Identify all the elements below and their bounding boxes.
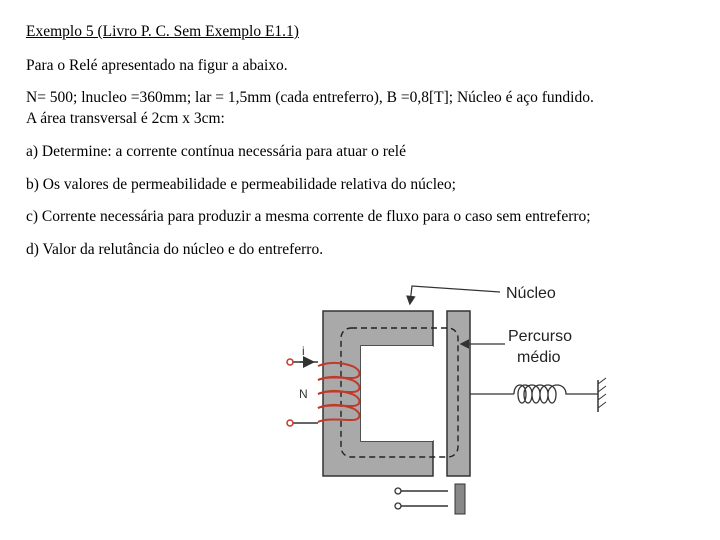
- turns-label: N: [299, 387, 308, 401]
- core-window: [361, 346, 433, 441]
- question-d: d) Valor da relutância do núcleo e do entreferro.: [26, 241, 324, 258]
- question-a: a) Determine: a corrente contínua necessária para atuar o relé: [26, 143, 406, 160]
- terminal-bottom: [287, 420, 293, 426]
- armature-bar: [447, 311, 470, 476]
- core-pointer: [410, 286, 500, 303]
- contact-terminal-upper: [395, 488, 401, 494]
- ground-hatch: [598, 378, 606, 408]
- question-b: b) Os valores de permeabilidade e permeabilidade relativa do núcleo;: [26, 176, 456, 193]
- path-label-1: Percurso: [508, 328, 573, 345]
- contact-terminal-lower: [395, 503, 401, 509]
- example-title: Exemplo 5 (Livro P. C. Sem Exemplo E1.1): [26, 23, 299, 40]
- given-data-line-1: N= 500; lnucleo =360mm; lar = 1,5mm (cada entreferro), B =0,8[T]; Núcleo é aço fundido.: [26, 89, 594, 106]
- core-label: Núcleo: [506, 285, 556, 302]
- spring: [514, 385, 598, 403]
- terminal-top: [287, 359, 293, 365]
- question-c: c) Corrente necessária para produzir a mesma corrente de fluxo para o caso sem entreferro;: [26, 208, 591, 225]
- given-data-line-2: A área transversal é 2cm x 3cm:: [26, 110, 225, 127]
- contact-block: [455, 484, 465, 514]
- path-label-2: médio: [517, 349, 561, 366]
- intro-text: Para o Relé apresentado na figur a abaixo.: [26, 57, 288, 74]
- current-label: i: [302, 344, 305, 358]
